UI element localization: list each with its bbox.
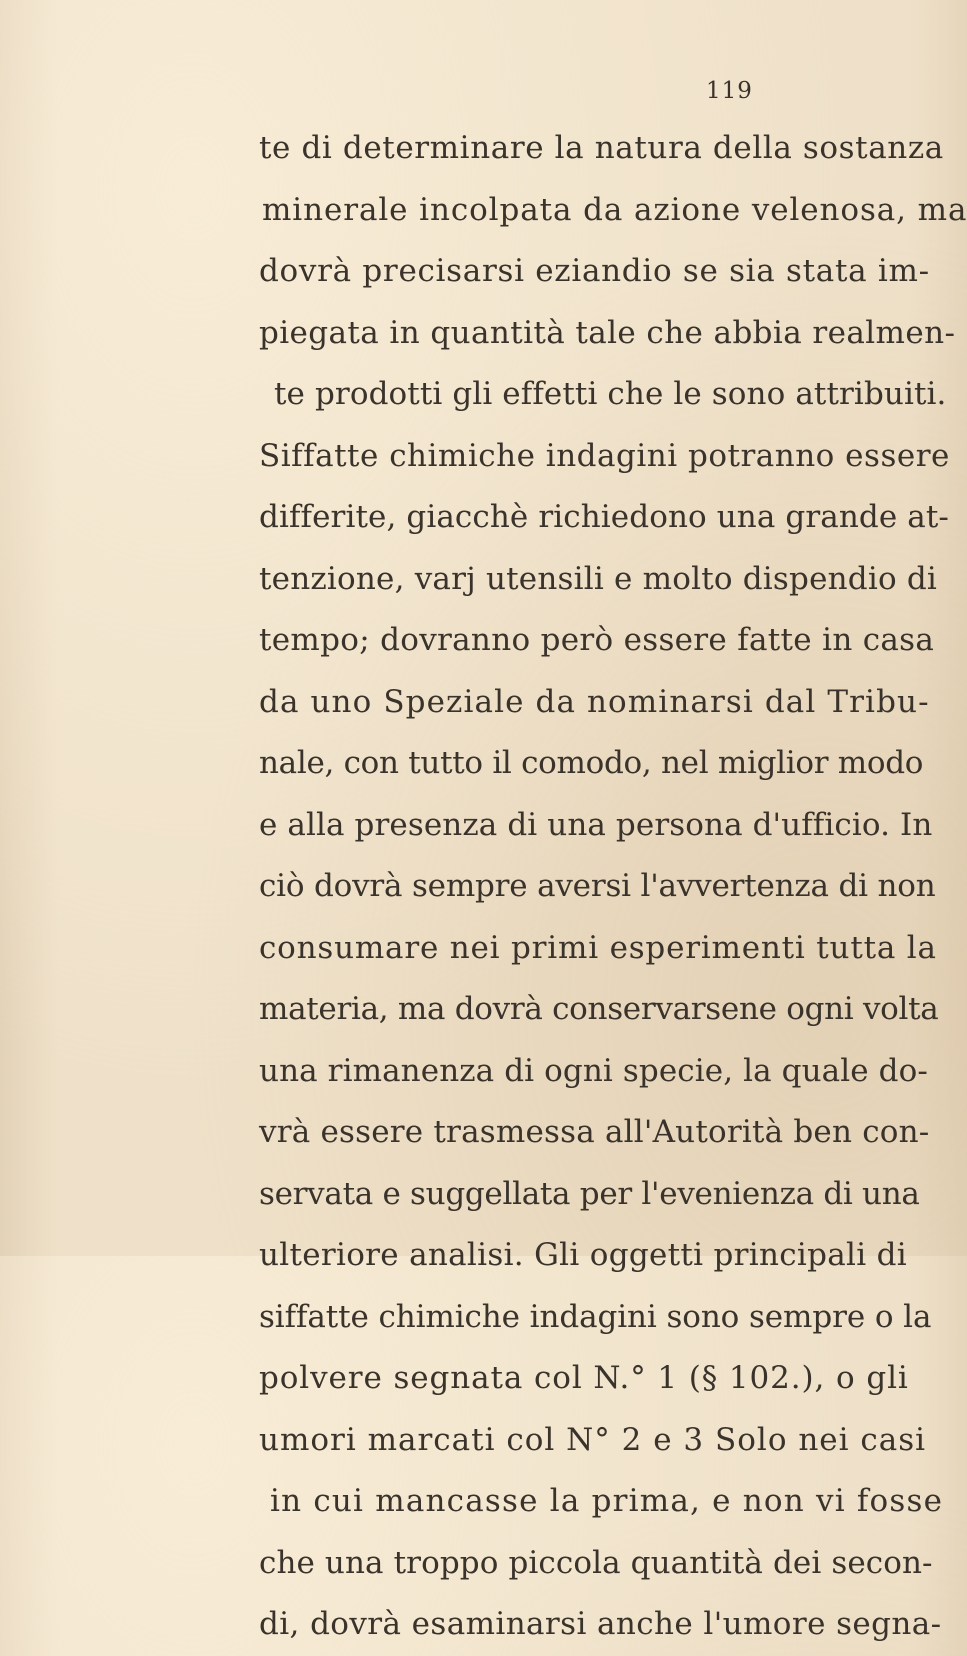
text-line: vrà essere trasmessa all'Autorità ben con-: [259, 1114, 930, 1150]
text-line: e alla presenza di una persona d'ufficio. In: [259, 806, 933, 843]
text-line: te prodotti gli effetti che le sono attribuiti.: [274, 376, 947, 412]
text-line: da uno Speziale da nominarsi dal Tribu-: [259, 683, 930, 720]
text-line: materia, ma dovrà conservarsene ogni volta: [259, 991, 939, 1027]
text-line: siffatte chimiche indagini sono sempre o la: [259, 1298, 932, 1335]
text-line: una rimanenza di ogni specie, la quale do-: [259, 1052, 928, 1089]
body-text: [0, 118, 967, 1656]
text-line: Siffatte chimiche indagini potranno essere: [259, 437, 950, 474]
text-line: nale, con tutto il comodo, nel miglior modo: [259, 745, 924, 781]
text-line: te di determinare la natura della sostanza: [259, 130, 944, 166]
text-line: polvere segnata col N.° 1 (§ 102.), o gli: [259, 1360, 909, 1396]
text-line: piegata in quantità tale che abbia realmen-: [259, 314, 956, 351]
page-number: 119: [706, 78, 753, 104]
text-line: tempo; dovranno però essere fatte in casa: [259, 622, 935, 658]
text-line: umori marcati col N° 2 e 3 Solo nei casi: [259, 1421, 927, 1458]
text-line: ciò dovrà sempre aversi l'avvertenza di non: [259, 868, 936, 904]
text-line: ulteriore analisi. Gli oggetti principali di: [259, 1237, 908, 1273]
text-line: differite, giacchè richiedono una grande at-: [259, 499, 949, 535]
text-line: tenzione, varj utensili e molto dispendio di: [259, 560, 938, 597]
text-line: servata e suggellata per l'evenienza di una: [259, 1175, 920, 1212]
text-line: consumare nei primi esperimenti tutta la: [259, 929, 937, 966]
text-line: che una troppo piccola quantità dei secon-: [259, 1544, 933, 1581]
text-line: dovrà precisarsi eziandio se sia stata im-: [259, 253, 930, 289]
text-line: di, dovrà esaminarsi anche l'umore segna-: [259, 1606, 942, 1642]
text-line: minerale incolpata da azione velenosa, ma: [262, 191, 967, 228]
text-line: in cui mancasse la prima, e non vi fosse: [270, 1483, 944, 1519]
